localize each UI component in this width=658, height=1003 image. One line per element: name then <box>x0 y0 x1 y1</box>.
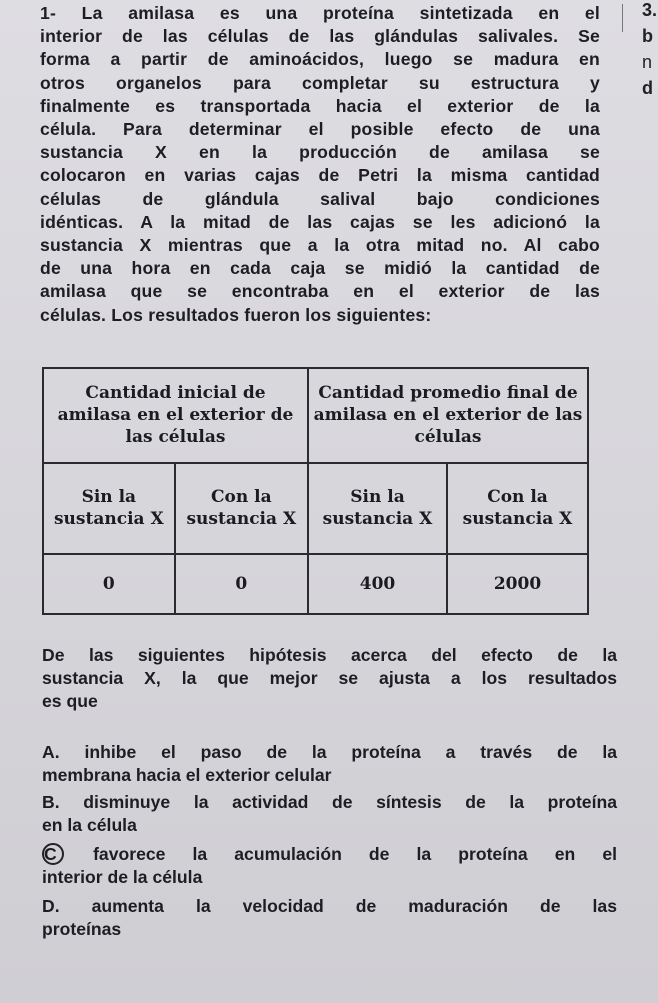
margin-column <box>612 0 658 120</box>
statement-line: colocaron en varias cajas de Petri la misma cantidad <box>40 165 600 186</box>
option-text: aumenta la velocidad de maduración de las <box>91 896 617 916</box>
margin-text: 3. <box>642 0 658 20</box>
option-line: membrana hacia el exterior celular <box>42 765 332 786</box>
stem-line: sustancia X, la que mejor se ajusta a los resultados <box>42 668 617 689</box>
option-text: favorece la acumulación de la proteína en el <box>93 844 617 864</box>
statement-line: 1- La amilasa es una proteína sintetizada en el <box>40 3 600 23</box>
option-line <box>42 741 617 764</box>
option-letter: B. <box>42 792 60 812</box>
value-cell: 0 <box>43 554 175 615</box>
statement-line: idénticas. A la mitad de las cajas se les adicionó la <box>40 211 600 232</box>
statement-line: células de glándula salival bajo condiciones <box>40 188 600 209</box>
stem-line: De las siguientes hipótesis acerca del efecto de la <box>42 645 617 665</box>
margin-text: b <box>642 26 653 46</box>
stem-line: es que <box>42 691 98 712</box>
option-b[interactable] <box>42 791 617 837</box>
value-cell: 400 <box>308 554 447 615</box>
option-line: interior de la célula <box>42 867 203 888</box>
option-line: proteínas <box>42 919 122 940</box>
results-table <box>42 367 589 615</box>
option-line <box>42 843 617 866</box>
subheader-cell: Sin la sustancia X <box>308 463 447 554</box>
margin-text: n <box>642 52 653 72</box>
option-letter: A. <box>42 742 60 762</box>
option-text: disminuye la actividad de síntesis de la proteína <box>83 792 618 812</box>
statement-line: sustancia X en la producción de amilasa se <box>40 142 600 163</box>
subheader-cell: Con la sustancia X <box>175 463 308 554</box>
question-stem <box>42 644 617 714</box>
option-line <box>42 791 617 814</box>
option-c[interactable] <box>42 843 617 889</box>
option-text: inhibe el paso de la proteína a través de la <box>84 742 617 762</box>
statement-line: otros organelos para completar su estructura y <box>40 72 600 93</box>
statement-line: amilasa que se encontraba en el exterior de las <box>40 281 600 302</box>
statement-line: finalmente es transportada hacia el exterior de la <box>40 95 600 116</box>
selected-answer-circle: C <box>42 843 64 865</box>
statement-line: células. Los resultados fueron los siguientes: <box>40 304 432 325</box>
margin-divider <box>622 4 623 32</box>
margin-text: d <box>642 78 653 98</box>
value-cell: 2000 <box>447 554 588 615</box>
option-a[interactable] <box>42 741 617 787</box>
statement-line: sustancia X mientras que a la otra mitad no. Al cabo <box>40 235 600 256</box>
subheader-cell: Sin la sustancia X <box>43 463 175 554</box>
option-letter: D. <box>42 896 60 916</box>
statement-line: de una hora en cada caja se midió la cantidad de <box>40 258 600 279</box>
problem-statement <box>40 2 600 327</box>
option-line <box>42 895 617 918</box>
header-final-amylase: Cantidad promedio final de amilasa en el exterior de las células <box>308 368 588 463</box>
statement-line: interior de las células de las glándulas salivales. Se <box>40 26 600 47</box>
statement-line: forma a partir de aminoácidos, luego se madura en <box>40 49 600 70</box>
value-cell: 0 <box>175 554 308 615</box>
header-initial-amylase: Cantidad inicial de amilasa en el exterior de las células <box>43 368 308 463</box>
option-d[interactable] <box>42 895 617 941</box>
option-line: en la célula <box>42 815 137 836</box>
statement-line: célula. Para determinar el posible efecto de una <box>40 119 600 140</box>
subheader-cell: Con la sustancia X <box>447 463 588 554</box>
